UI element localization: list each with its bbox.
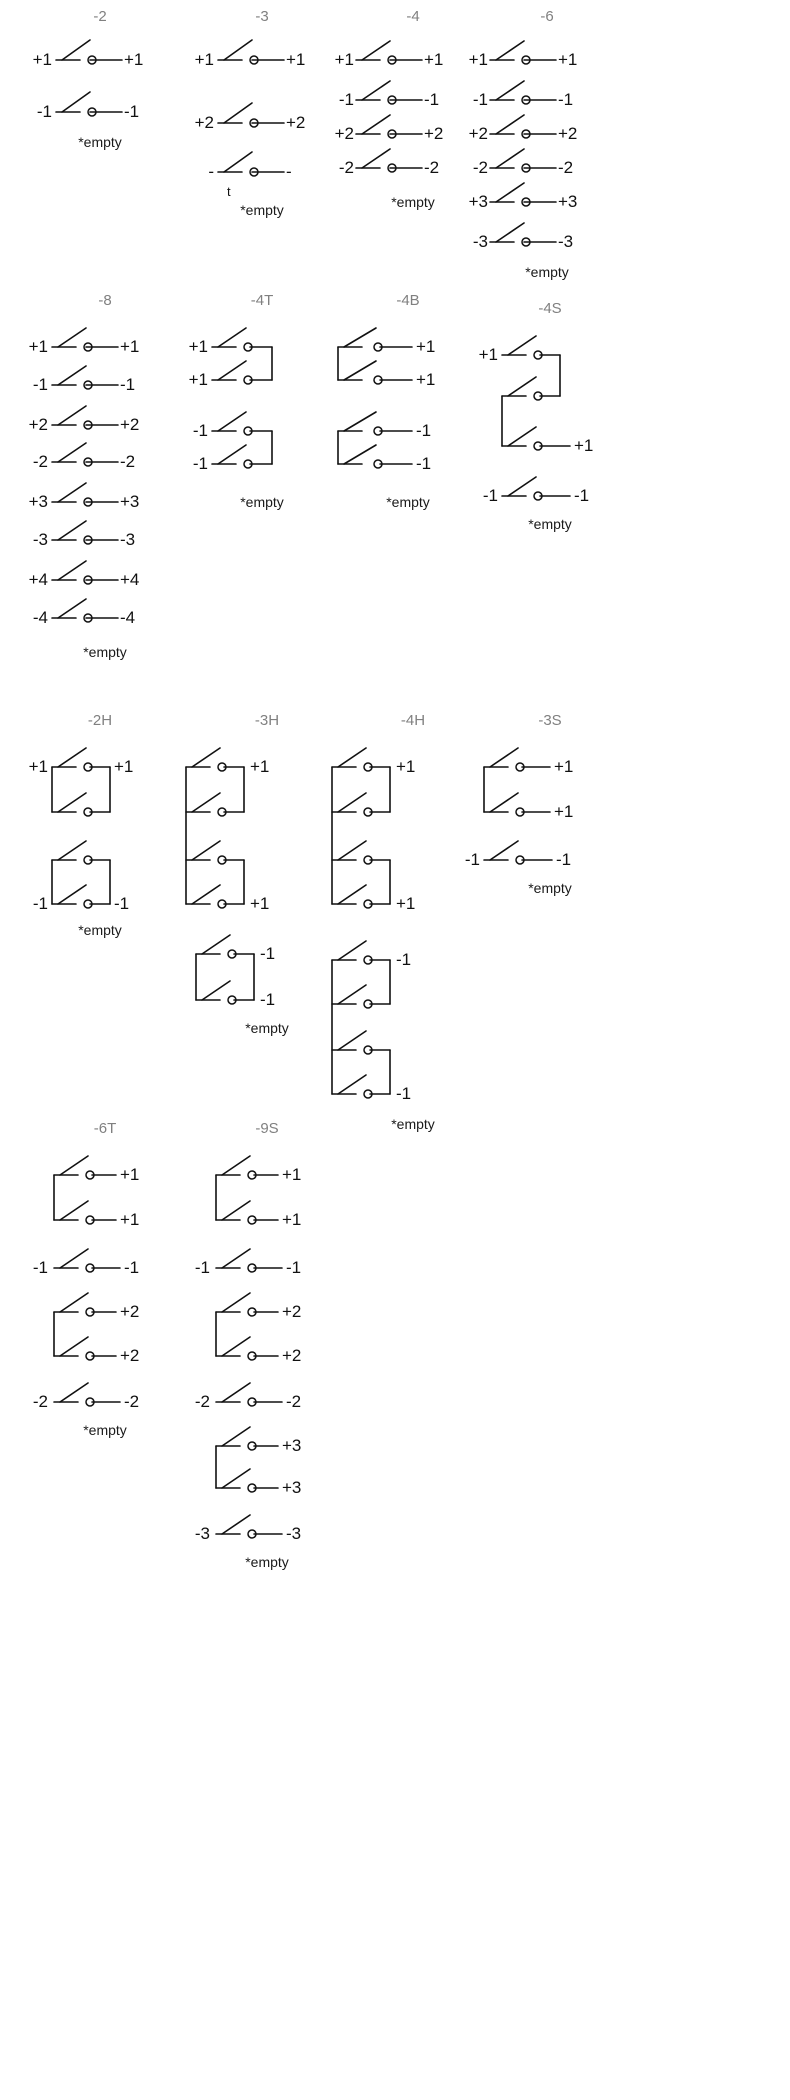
contact-label-right: +1 — [554, 757, 574, 776]
group-title: -4T — [250, 292, 274, 309]
contact-row — [216, 1515, 282, 1538]
empty-marker: *empty — [83, 1422, 127, 1438]
contact-label-left: +1 — [334, 50, 354, 69]
contact-label-left: -1 — [32, 894, 48, 913]
empty-marker: *empty — [386, 494, 430, 510]
contact-row — [52, 599, 118, 622]
contact-row — [502, 427, 570, 450]
contact-label-left: -1 — [472, 90, 488, 109]
contact-label-right: -1 — [396, 950, 412, 969]
contact-row — [52, 443, 118, 466]
contact-row — [54, 1156, 116, 1179]
contact-label-left: +1 — [32, 50, 52, 69]
contact-label-left: -3 — [32, 530, 48, 549]
contact-row — [216, 1201, 278, 1224]
contact-label-right: +2 — [282, 1302, 302, 1321]
contact-row — [216, 1469, 278, 1492]
contact-row — [52, 748, 110, 771]
empty-marker: *empty — [245, 1020, 289, 1036]
group-title: -4 — [406, 8, 420, 25]
contact-label-right: +1 — [396, 894, 416, 913]
contact-label-right: -1 — [574, 486, 590, 505]
contact-label-right: +1 — [250, 757, 270, 776]
contact-row — [52, 406, 118, 429]
contact-row — [502, 477, 570, 500]
group-title: -2H — [87, 712, 113, 729]
group-title: -4H — [400, 712, 426, 729]
contact-label-right: -1 — [556, 850, 572, 869]
group-title: -6T — [93, 1120, 117, 1137]
contact-row — [332, 793, 390, 816]
contact-row — [52, 328, 118, 351]
contact-label-left: +2 — [28, 415, 48, 434]
contact-row — [338, 361, 412, 384]
contact-row — [186, 748, 244, 771]
contact-row — [54, 1201, 116, 1224]
contact-label-left: - — [208, 162, 214, 181]
contact-label-left: -2 — [194, 1392, 210, 1411]
contact-label-right: +1 — [282, 1165, 302, 1184]
empty-marker: *empty — [245, 1554, 289, 1570]
contact-label-left: -1 — [482, 486, 498, 505]
contact-row — [52, 366, 118, 389]
contact-label-right: -3 — [120, 530, 136, 549]
contact-label-right: -1 — [114, 894, 130, 913]
contact-row — [54, 1337, 116, 1360]
contact-label-right: +3 — [120, 492, 140, 511]
empty-marker: *empty — [83, 644, 127, 660]
contact-sublabel: t — [227, 184, 231, 199]
contact-row — [52, 885, 110, 908]
contact-label-right: +3 — [282, 1436, 302, 1455]
contact-label-right: +1 — [558, 50, 578, 69]
contact-row — [196, 935, 254, 958]
contact-label-left: +2 — [194, 113, 214, 132]
contact-row — [338, 445, 412, 468]
diagram-group--9S — [172, 1120, 362, 1580]
contact-label-right: - — [286, 162, 292, 181]
contact-row — [338, 328, 412, 351]
group-title: -3S — [538, 712, 562, 729]
contact-row — [186, 793, 244, 816]
group-title: -4B — [396, 292, 420, 309]
contact-label-right: -3 — [558, 232, 574, 251]
contact-label-right: -3 — [286, 1524, 302, 1543]
contact-label-right: +2 — [120, 1346, 140, 1365]
contact-label-right: +2 — [120, 1302, 140, 1321]
contact-row — [186, 885, 244, 908]
contact-label-right: +1 — [120, 1165, 140, 1184]
contact-label-left: +3 — [468, 192, 488, 211]
contact-row — [52, 561, 118, 584]
contact-row — [490, 81, 556, 104]
contact-label-left: -1 — [32, 375, 48, 394]
contact-label-right: -1 — [286, 1258, 302, 1277]
contact-label-right: -1 — [416, 421, 432, 440]
contact-label-right: -1 — [124, 1258, 140, 1277]
contact-label-right: +1 — [396, 757, 416, 776]
contact-row — [216, 1249, 282, 1272]
contact-row — [216, 1337, 278, 1360]
contact-label-left: -1 — [192, 454, 208, 473]
contact-label-left: +4 — [28, 570, 48, 589]
contact-row — [338, 412, 412, 435]
contact-row — [332, 1075, 390, 1098]
contact-row — [216, 1427, 278, 1450]
contact-label-right: -1 — [416, 454, 432, 473]
group-title: -4S — [538, 300, 562, 317]
contact-label-left: -1 — [194, 1258, 210, 1277]
contact-label-right: -1 — [424, 90, 440, 109]
contact-row — [502, 377, 560, 400]
diagram-group--2 — [10, 8, 190, 158]
group-title: -6 — [540, 8, 554, 25]
contact-row — [490, 149, 556, 172]
contact-label-right: +2 — [424, 124, 444, 143]
contact-label-right: +2 — [558, 124, 578, 143]
contact-label-right: +1 — [120, 337, 140, 356]
contact-label-right: -2 — [424, 158, 440, 177]
jumper-bracket — [332, 960, 390, 1094]
contact-label-right: +1 — [120, 1210, 140, 1229]
contact-label-left: -3 — [472, 232, 488, 251]
contact-row — [186, 841, 244, 864]
contact-row — [54, 1249, 120, 1272]
contact-label-right: +1 — [250, 894, 270, 913]
contact-label-right: +3 — [282, 1478, 302, 1497]
contact-label-right: +1 — [554, 802, 574, 821]
jumper-bracket — [52, 767, 110, 812]
contact-label-left: -3 — [194, 1524, 210, 1543]
contact-row — [490, 115, 556, 138]
contact-label-left: +1 — [478, 345, 498, 364]
empty-marker: *empty — [391, 1116, 435, 1132]
contact-label-right: +1 — [286, 50, 306, 69]
contact-row — [332, 985, 390, 1008]
contact-row — [356, 115, 422, 138]
contact-label-right: +1 — [424, 50, 444, 69]
contact-label-right: +1 — [416, 370, 436, 389]
group-title: -9S — [255, 1120, 279, 1137]
contact-row — [56, 92, 122, 116]
group-title: -3H — [254, 712, 280, 729]
contact-label-right: +2 — [120, 415, 140, 434]
contact-label-right: -1 — [260, 944, 276, 963]
contact-row — [332, 941, 390, 964]
contact-label-right: +1 — [282, 1210, 302, 1229]
group-title: -3 — [255, 8, 269, 25]
contact-label-left: +1 — [188, 337, 208, 356]
jumper-bracket — [186, 767, 244, 904]
contact-label-left: +2 — [334, 124, 354, 143]
contact-row — [484, 748, 550, 771]
contact-row — [332, 748, 390, 771]
contact-label-left: -2 — [32, 452, 48, 471]
contact-label-right: -1 — [558, 90, 574, 109]
jumper-bracket — [332, 767, 390, 904]
contact-label-left: -1 — [36, 102, 52, 121]
contact-label-right: +4 — [120, 570, 140, 589]
contact-row — [54, 1293, 116, 1316]
contact-row — [218, 40, 284, 64]
empty-marker: *empty — [78, 922, 122, 938]
contact-label-right: +1 — [114, 757, 134, 776]
contact-row — [196, 981, 254, 1004]
contact-label-left: +1 — [28, 337, 48, 356]
empty-marker: *empty — [78, 134, 122, 150]
contact-row — [490, 183, 556, 206]
contact-row — [212, 328, 272, 351]
contact-row — [490, 41, 556, 64]
diagram-group--6 — [452, 8, 642, 298]
group-schematic — [10, 712, 190, 952]
contact-row — [332, 885, 390, 908]
contact-label-left: +2 — [468, 124, 488, 143]
contact-label-right: +1 — [124, 50, 144, 69]
contact-label-left: -2 — [338, 158, 354, 177]
contact-label-left: -4 — [32, 608, 48, 627]
contact-row — [52, 841, 110, 864]
empty-marker: *empty — [525, 264, 569, 280]
contact-row — [56, 40, 122, 64]
group-title: -2 — [93, 8, 107, 25]
contact-label-right: -1 — [260, 990, 276, 1009]
contact-row — [218, 103, 284, 127]
contact-row — [356, 41, 422, 64]
contact-row — [212, 445, 272, 468]
contact-label-right: -2 — [286, 1392, 302, 1411]
group-title: -8 — [98, 292, 112, 309]
contact-label-right: -2 — [558, 158, 574, 177]
empty-marker: *empty — [528, 880, 572, 896]
contact-label-right: +1 — [416, 337, 436, 356]
contact-row — [484, 841, 552, 864]
contact-row — [216, 1383, 282, 1406]
contact-row — [218, 152, 284, 176]
contact-label-left: -1 — [464, 850, 480, 869]
contact-label-right: -1 — [120, 375, 136, 394]
contact-label-right: +1 — [574, 436, 594, 455]
jumper-bracket — [52, 860, 110, 904]
contact-label-right: -2 — [124, 1392, 140, 1411]
contact-label-right: +2 — [282, 1346, 302, 1365]
contact-label-right: -2 — [120, 452, 136, 471]
diagram-group--4S — [460, 300, 640, 540]
contact-label-left: -1 — [338, 90, 354, 109]
contact-row — [216, 1156, 278, 1179]
diagram-group--2H — [10, 712, 190, 952]
contact-row — [356, 149, 422, 172]
contact-row — [490, 223, 556, 246]
diagram-group--3S — [460, 712, 640, 912]
contact-label-left: -2 — [32, 1392, 48, 1411]
contact-label-left: +1 — [468, 50, 488, 69]
contact-label-left: +1 — [194, 50, 214, 69]
contact-label-left: +1 — [188, 370, 208, 389]
contact-label-right: +3 — [558, 192, 578, 211]
contact-label-left: -1 — [32, 1258, 48, 1277]
contact-label-right: -1 — [124, 102, 140, 121]
contact-row — [212, 361, 272, 384]
contact-row — [332, 841, 390, 864]
contact-label-right: -1 — [396, 1084, 412, 1103]
empty-marker: *empty — [528, 516, 572, 532]
empty-marker: *empty — [391, 194, 435, 210]
contact-row — [52, 521, 118, 544]
empty-marker: *empty — [240, 494, 284, 510]
contact-row — [484, 793, 550, 816]
contact-row — [502, 336, 560, 359]
contact-label-left: -1 — [192, 421, 208, 440]
contact-row — [356, 81, 422, 104]
contact-label-left: +1 — [28, 757, 48, 776]
jumper-bracket — [196, 954, 254, 1000]
contact-row — [216, 1293, 278, 1316]
contact-row — [212, 412, 272, 435]
contact-row — [52, 483, 118, 506]
empty-marker: *empty — [240, 202, 284, 218]
contact-label-right: -4 — [120, 608, 136, 627]
contact-label-left: -2 — [472, 158, 488, 177]
contact-row — [52, 793, 110, 816]
contact-label-right: +2 — [286, 113, 306, 132]
contact-row — [332, 1031, 390, 1054]
contact-row — [54, 1383, 120, 1406]
contact-label-left: +3 — [28, 492, 48, 511]
